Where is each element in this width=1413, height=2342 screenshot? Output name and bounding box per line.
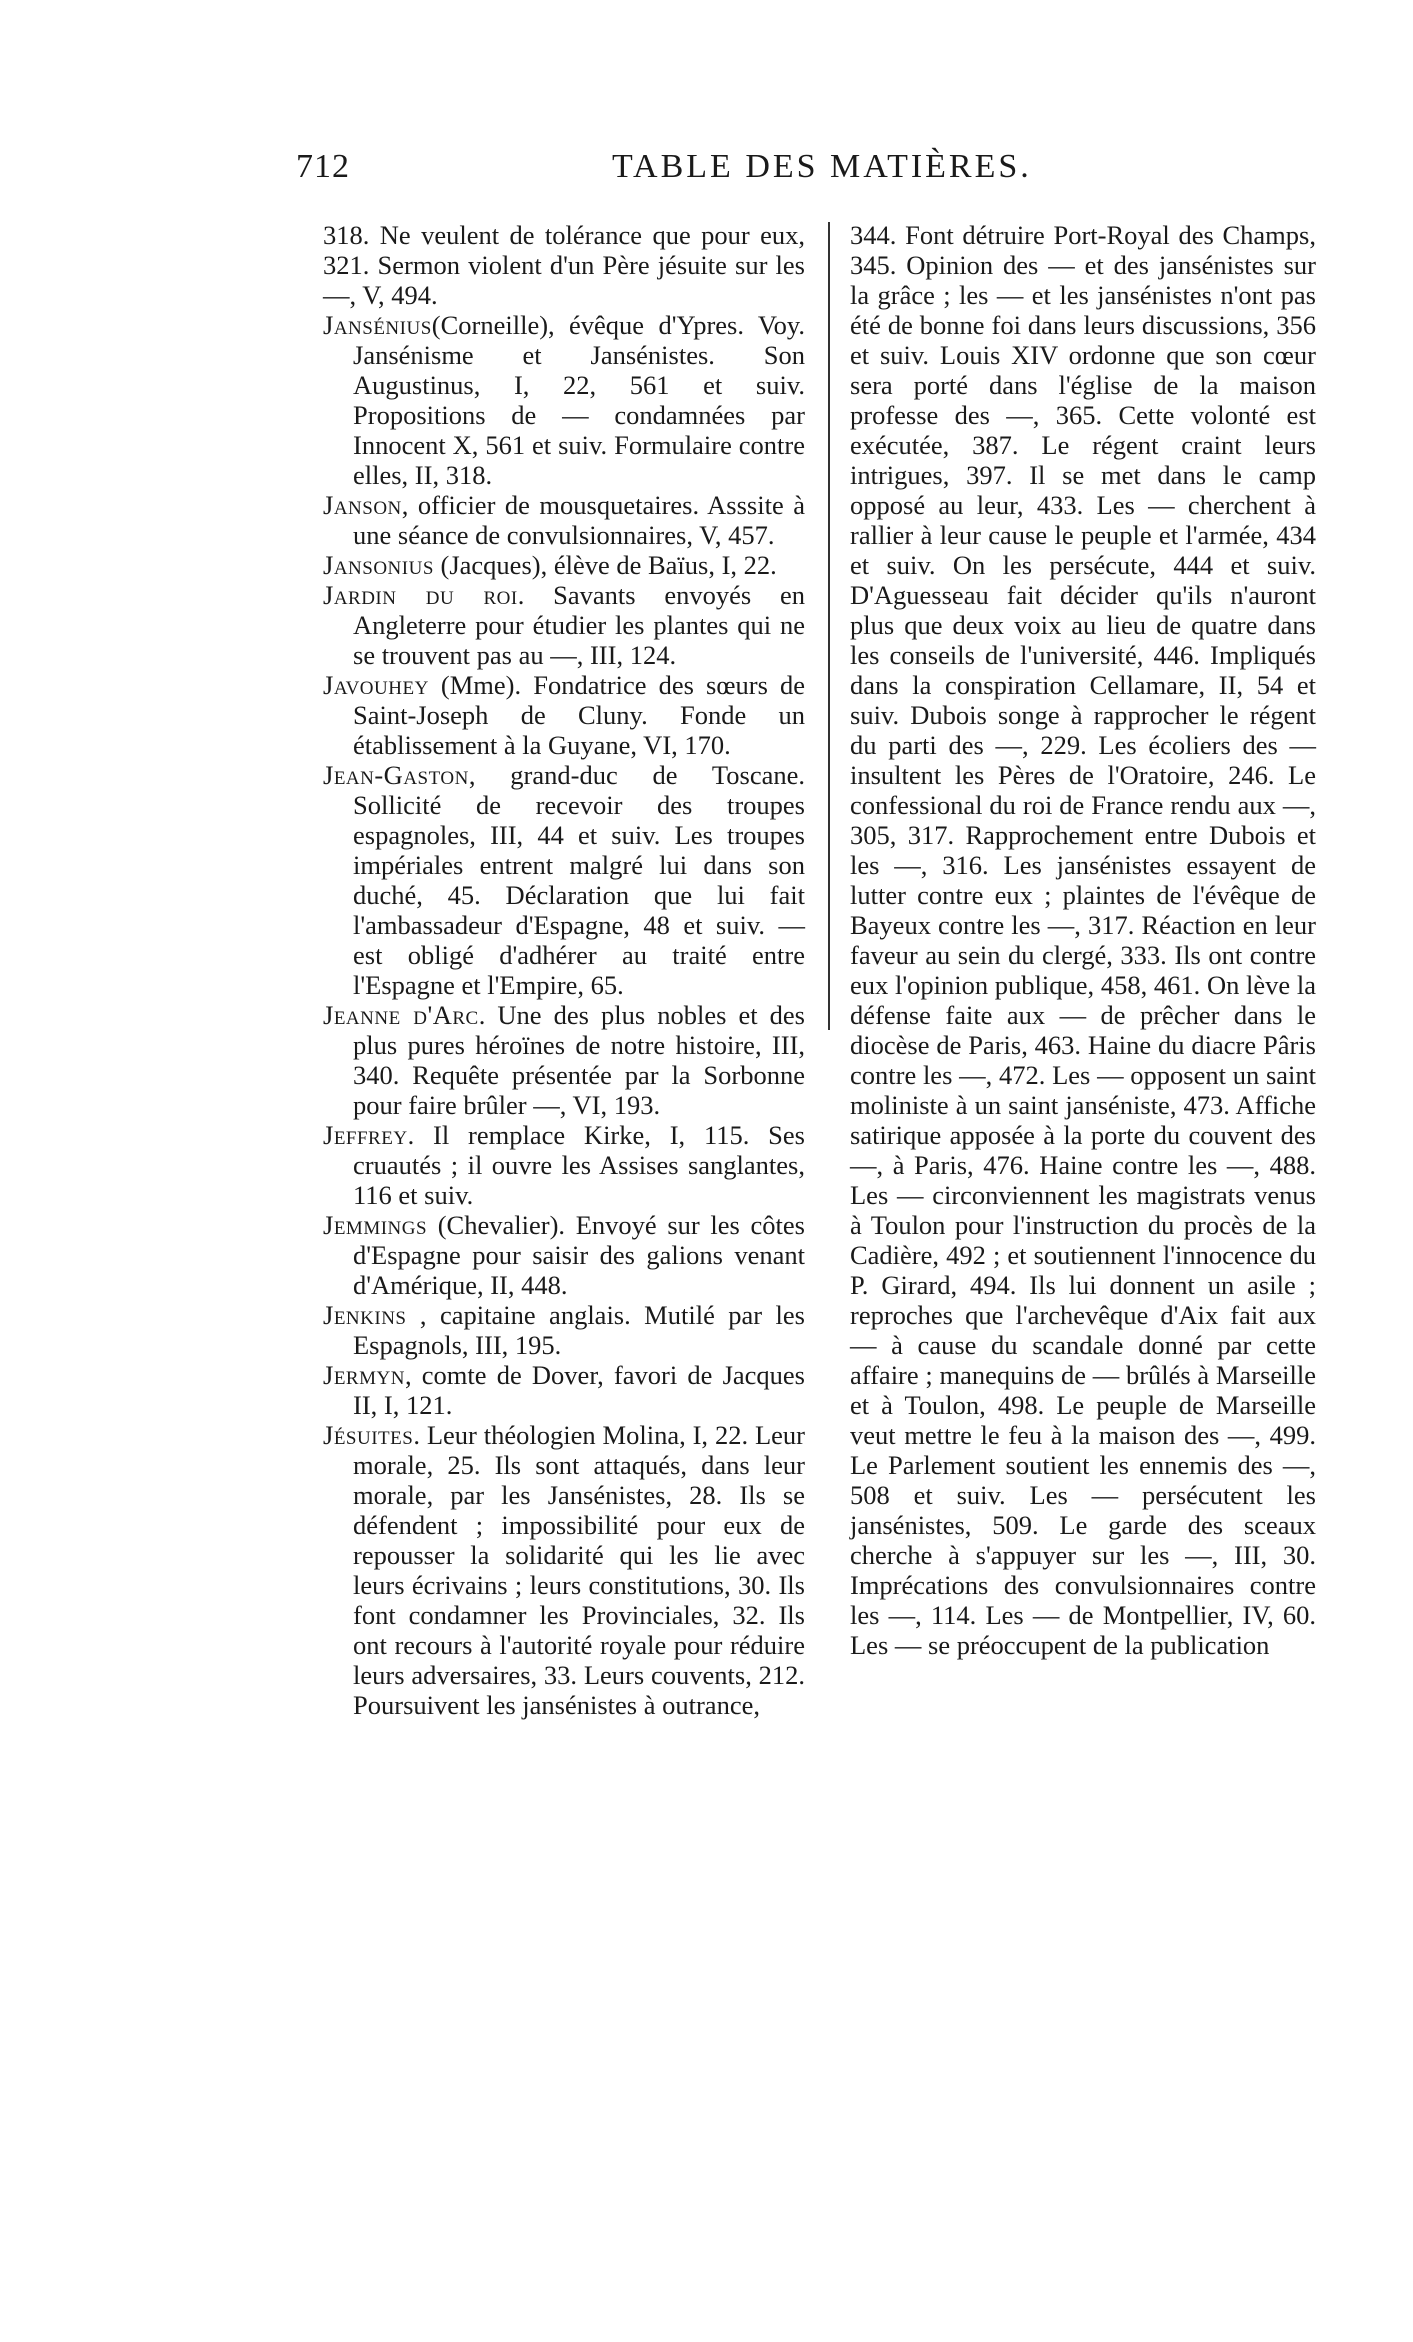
entry-headword: Jansénius [323, 310, 432, 340]
entry-headword: Jean-Gaston [323, 760, 469, 790]
index-entry: Jeffrey. Il remplace Kirke, I, 115. Ses cruautés ; il ouvre les Assises sanglantes, 116 et suiv. [323, 1120, 805, 1210]
left-column [323, 220, 805, 1720]
right-column [850, 220, 1316, 1660]
index-entry: Jeanne d'Arc. Une des plus nobles et des plus pures héroïnes de notre histoire, III, 340. Requête présentée par la Sorbonne pour faire brûler —, VI, 193. [323, 1000, 805, 1120]
entry-headword: Jardin du roi [323, 580, 518, 610]
page-number: 712 [296, 148, 350, 185]
entry-headword: Jésuites [323, 1420, 414, 1450]
index-entry: 318. Ne veulent de tolérance que pour eux, 321. Sermon violent d'un Père jésuite sur les —, V, 494. [323, 220, 805, 310]
index-entry: Jemmings (Chevalier). Envoyé sur les côtes d'Espagne pour saisir des galions venant d'Amérique, II, 448. [323, 1210, 805, 1300]
index-entry: Jansénius(Corneille), évêque d'Ypres. Voy. Jansénisme et Jansénistes. Son Augustinus, I, 22, 561 et suiv. Propositions de — condamnées par Innocent X, 561 et suiv. Formulaire contre elles, II, 318. [323, 310, 805, 490]
entry-headword: Javouhey [323, 670, 429, 700]
index-entry: Jenkins , capitaine anglais. Mutilé par les Espagnols, III, 195. [323, 1300, 805, 1360]
entry-headword: Jansonius [323, 550, 434, 580]
entry-headword: Janson [323, 490, 402, 520]
entry-headword: Jenkins [323, 1300, 407, 1330]
entry-headword: Jermyn [323, 1360, 405, 1390]
index-entry: Janson, officier de mousquetaires. Asssite à une séance de convulsionnaires, V, 457. [323, 490, 805, 550]
entry-headword: Jeanne d'Arc [323, 1000, 479, 1030]
index-entry: Jean-Gaston, grand-duc de Toscane. Sollicité de recevoir des troupes espagnoles, III, 44 et suiv. Les troupes impériales entrent malgré lui dans son duché, 45. Déclaration que lui fait l'ambassadeur d'Espagne, 48 et suiv. — est obligé d'adhérer au traité entre l'Espagne et l'Empire, 65. [323, 760, 805, 1000]
index-entry: Jésuites. Leur théologien Molina, I, 22. Leur morale, 25. Ils sont attaqués, dans leur morale, par les Jansénistes, 28. Ils se défendent ; impossibilité pour eux de repousser la solidarité qui les lie avec leurs écrivains ; leurs constitutions, 30. Ils font condamner les Provinciales, 32. Ils ont recours à l'autorité royale pour réduire leurs adversaires, 33. Leurs couvents, 212. Poursuivent les jansénistes à outrance, [323, 1420, 805, 1720]
index-entry: Jansonius (Jacques), élève de Baïus, I, 22. [323, 550, 777, 580]
index-entry: Jardin du roi. Savants envoyés en Angleterre pour étudier les plantes qui ne se trouvent pas au —, III, 124. [323, 580, 805, 670]
entry-headword: Jemmings [323, 1210, 428, 1240]
index-entry: 344. Font détruire Port-Royal des Champs, 345. Opinion des — et des jansénistes sur la grâce ; les — et les jansénistes n'ont pas été de bonne foi dans leurs discussions, 356 et suiv. Louis XIV ordonne que son cœur sera porté dans l'église de la maison professe des —, 365. Cette volonté est exécutée, 387. Le régent craint leurs intrigues, 397. Il se met dans le camp opposé au leur, 433. Les — cherchent à rallier à leur cause le peuple et l'armée, 434 et suiv. On les persécute, 444 et suiv. D'Aguesseau fait décider qu'ils n'auront plus que deux voix au lieu de quatre dans les conseils de l'université, 446. Impliqués dans la conspiration Cellamare, II, 54 et suiv. Dubois songe à rapprocher le régent du parti des —, 229. Les écoliers des — insultent les Pères de l'Oratoire, 246. Le confessional du roi de France rendu aux —, 305, 317. Rapprochement entre Dubois et les —, 316. Les jansénistes essayent de lutter contre eux ; plaintes de l'évêque de Bayeux contre les —, 317. Réaction en leur faveur au sein du clergé, 333. Ils ont contre eux l'opinion publique, 458, 461. On lève la défense faite aux — de prêcher dans le diocèse de Paris, 463. Haine du diacre Pâris contre les —, 472. Les — opposent un saint moliniste à un saint janséniste, 473. Affiche satirique apposée à la porte du couvent des —, à Paris, 476. Haine contre les —, 488. Les — circonviennent les magistrats venus à Toulon pour l'instruction du procès de la Cadière, 492 ; et soutiennent l'innocence du P. Girard, 494. Ils lui donnent un asile ; reproches que l'archevêque d'Aix fait aux — à cause du scandale donné par cette affaire ; manequins de — brûlés à Marseille et à Toulon, 498. Le peuple de Marseille veut mettre le feu à la maison des —, 499. Le Parlement soutient les ennemis des —, 508 et suiv. Les — persécutent les jansénistes, 509. Le garde des sceaux cherche à s'appuyer sur les —, III, 30. Imprécations des convulsionnaires contre les —, 114. Les — de Montpellier, IV, 60. Les — se préoccupent de la publication [850, 220, 1316, 1660]
index-entry: Javouhey (Mme). Fondatrice des sœurs de Saint-Joseph de Cluny. Fonde un établissement à la Guyane, VI, 170. [323, 670, 805, 760]
index-entry: Jermyn, comte de Dover, favori de Jacques II, I, 121. [323, 1360, 805, 1420]
page-title: TABLE DES MATIÈRES. [612, 148, 1032, 185]
column-divider [828, 222, 830, 1030]
entry-headword: Jeffrey [323, 1120, 408, 1150]
